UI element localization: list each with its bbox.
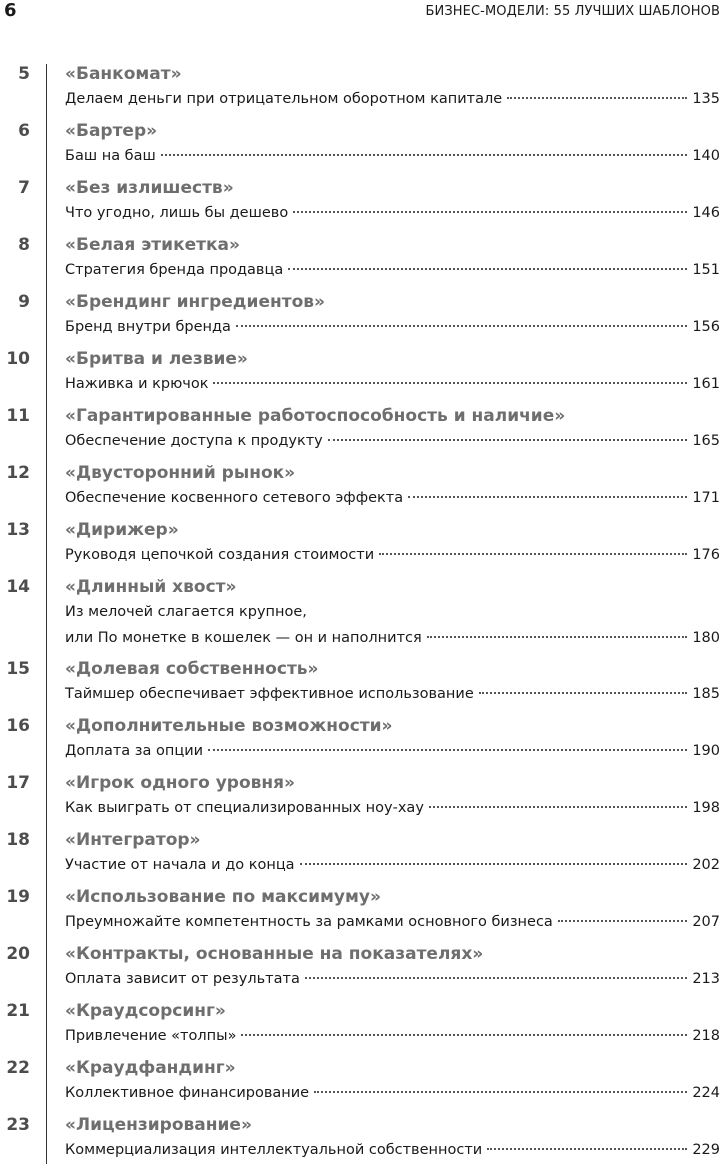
entry-subtitle: Коллективное финансирование — [65, 1085, 310, 1101]
entry-title: «Длинный хвост» — [65, 577, 237, 597]
dot-leader — [236, 325, 687, 327]
toc-entry[interactable] — [0, 773, 728, 830]
entry-subtitle: Бренд внутри бренда — [65, 319, 231, 335]
toc-entry[interactable] — [0, 520, 728, 577]
entry-title: «Белая этикетка» — [65, 235, 240, 255]
dot-leader — [328, 439, 688, 441]
entry-page: 190 — [692, 743, 720, 759]
toc-entry[interactable] — [0, 235, 728, 292]
toc-entry[interactable] — [0, 1115, 728, 1172]
dot-leader — [305, 977, 687, 979]
dot-leader — [300, 863, 688, 865]
dot-leader — [487, 1148, 687, 1150]
entry-page: 171 — [692, 490, 720, 506]
entry-subtitle-row — [65, 1028, 720, 1044]
entry-subtitle-row — [65, 743, 720, 759]
entry-subtitle-row — [65, 490, 720, 506]
toc-entry[interactable] — [0, 64, 728, 121]
entry-page: 198 — [692, 800, 720, 816]
entry-number: 8 — [18, 235, 30, 255]
entry-page: 185 — [692, 686, 720, 702]
entry-subtitle: Коммерциализация интеллектуальной собственности — [65, 1142, 483, 1158]
dot-leader — [314, 1091, 687, 1093]
entry-number: 21 — [6, 1001, 30, 1021]
toc-entry[interactable] — [0, 463, 728, 520]
dot-leader — [379, 553, 687, 555]
entry-number: 16 — [6, 716, 30, 736]
entry-page: 224 — [692, 1085, 720, 1101]
entry-subtitle: Обеспечение доступа к продукту — [65, 433, 323, 449]
entry-subtitle-row — [65, 319, 720, 335]
toc-entry[interactable] — [0, 178, 728, 235]
entry-page: 151 — [692, 262, 720, 278]
toc-entry[interactable] — [0, 659, 728, 716]
entry-title: «Контракты, основанные на показателях» — [65, 944, 484, 964]
entry-subtitle-row — [65, 148, 720, 164]
entry-subtitle: Доплата за опции — [65, 743, 204, 759]
entry-subtitle-first-line: Из мелочей слагается крупное, — [65, 604, 307, 620]
entry-number: 19 — [6, 887, 30, 907]
table-of-contents — [0, 64, 728, 1172]
dot-leader — [408, 496, 687, 498]
entry-page: 207 — [692, 914, 720, 930]
dot-leader — [213, 382, 687, 384]
entry-subtitle: Привлечение «толпы» — [65, 1028, 237, 1044]
dot-leader — [429, 806, 687, 808]
entry-subtitle: Обеспечение косвенного сетевого эффекта — [65, 490, 404, 506]
entry-title: «Использование по максимуму» — [65, 887, 381, 907]
entry-number: 9 — [18, 292, 30, 312]
entry-page: 229 — [692, 1142, 720, 1158]
toc-entry[interactable] — [0, 716, 728, 773]
entry-number: 7 — [18, 178, 30, 198]
entry-subtitle: Стратегия бренда продавца — [65, 262, 284, 278]
entry-number: 20 — [6, 944, 30, 964]
toc-entry[interactable] — [0, 577, 728, 659]
entry-subtitle: или По монетке в кошелек — он и наполнится — [65, 630, 422, 646]
entry-page: 176 — [692, 547, 720, 563]
entry-title: «Дополнительные возможности» — [65, 716, 393, 736]
entry-title: «Гарантированные работоспособность и наличие» — [65, 406, 566, 426]
entry-title: «Брендинг ингредиентов» — [65, 292, 325, 312]
entry-page: 156 — [692, 319, 720, 335]
entry-number: 23 — [6, 1115, 30, 1135]
entry-subtitle: Как выиграть от специализированных ноу-хау — [65, 800, 424, 816]
toc-entry[interactable] — [0, 349, 728, 406]
entry-page: 146 — [692, 205, 720, 221]
entry-subtitle-row — [65, 205, 720, 221]
entry-subtitle: Оплата зависит от результата — [65, 971, 300, 987]
dot-leader — [427, 636, 688, 638]
entry-title: «Дирижер» — [65, 520, 179, 540]
entry-subtitle: Делаем деньги при отрицательном оборотном капитале — [65, 91, 503, 107]
toc-entry[interactable] — [0, 121, 728, 178]
entry-number: 12 — [6, 463, 30, 483]
entry-number: 10 — [6, 349, 30, 369]
entry-subtitle-row — [65, 1142, 720, 1158]
entry-title: «Бартер» — [65, 121, 158, 141]
entry-page: 140 — [692, 148, 720, 164]
dot-leader — [479, 692, 688, 694]
entry-number: 11 — [6, 406, 30, 426]
entry-number: 5 — [18, 64, 30, 84]
entry-page: 180 — [692, 630, 720, 646]
entry-subtitle: Наживка и крючок — [65, 376, 209, 392]
entry-subtitle-row — [65, 800, 720, 816]
entry-number: 22 — [6, 1058, 30, 1078]
entry-number: 18 — [6, 830, 30, 850]
entry-page: 135 — [692, 91, 720, 107]
entry-number: 14 — [6, 577, 30, 597]
entry-page: 161 — [692, 376, 720, 392]
dot-leader — [241, 1034, 687, 1036]
entry-page: 213 — [692, 971, 720, 987]
entry-title: «Долевая собственность» — [65, 659, 319, 679]
entry-subtitle-row — [65, 91, 720, 107]
dot-leader — [558, 920, 688, 922]
page-number: 6 — [4, 0, 17, 21]
entry-subtitle: Участие от начала и до конца — [65, 857, 295, 873]
entry-title: «Интегратор» — [65, 830, 201, 850]
toc-entry[interactable] — [0, 1001, 728, 1058]
entry-subtitle: Таймшер обеспечивает эффективное использование — [65, 686, 474, 702]
toc-entry[interactable] — [0, 944, 728, 1001]
entry-title: «Банкомат» — [65, 64, 182, 84]
entry-subtitle-row — [65, 914, 720, 930]
entry-subtitle-row — [65, 547, 720, 563]
entry-number: 17 — [6, 773, 30, 793]
entry-subtitle: Что угодно, лишь бы дешево — [65, 205, 289, 221]
entry-title: «Бритва и лезвие» — [65, 349, 248, 369]
entry-title: «Двусторонний рынок» — [65, 463, 296, 483]
entry-title: «Краудфандинг» — [65, 1058, 236, 1078]
entry-subtitle-row — [65, 686, 720, 702]
entry-subtitle-row — [65, 857, 720, 873]
running-title: БИЗНЕС-МОДЕЛИ: 55 ЛУЧШИХ ШАБЛОНОВ — [425, 4, 720, 19]
entry-subtitle-row — [65, 262, 720, 278]
toc-entry[interactable] — [0, 830, 728, 887]
entry-number: 6 — [18, 121, 30, 141]
dot-leader — [208, 749, 687, 751]
entry-title: «Игрок одного уровня» — [65, 773, 296, 793]
toc-entry[interactable] — [0, 1058, 728, 1115]
entry-page: 218 — [692, 1028, 720, 1044]
toc-entry[interactable] — [0, 292, 728, 349]
toc-entry[interactable] — [0, 406, 728, 463]
entry-title: «Без излишеств» — [65, 178, 234, 198]
entry-subtitle: Руководя цепочкой создания стоимости — [65, 547, 375, 563]
entry-subtitle-row — [65, 971, 720, 987]
dot-leader — [293, 211, 687, 213]
entry-number: 13 — [6, 520, 30, 540]
dot-leader — [161, 154, 688, 156]
toc-entry[interactable] — [0, 887, 728, 944]
entry-subtitle-row — [65, 1085, 720, 1101]
entry-page: 165 — [692, 433, 720, 449]
entry-subtitle-row — [65, 376, 720, 392]
entry-subtitle: Баш на баш — [65, 148, 156, 164]
dot-leader — [507, 97, 687, 99]
entry-subtitle-row — [65, 433, 720, 449]
entry-title: «Лицензирование» — [65, 1115, 252, 1135]
dot-leader — [288, 268, 687, 270]
entry-title: «Краудсорсинг» — [65, 1001, 226, 1021]
entry-page: 202 — [692, 857, 720, 873]
entry-subtitle: Преумножайте компетентность за рамками основного бизнеса — [65, 914, 553, 930]
entry-number: 15 — [6, 659, 30, 679]
entry-subtitle-row — [65, 630, 720, 646]
